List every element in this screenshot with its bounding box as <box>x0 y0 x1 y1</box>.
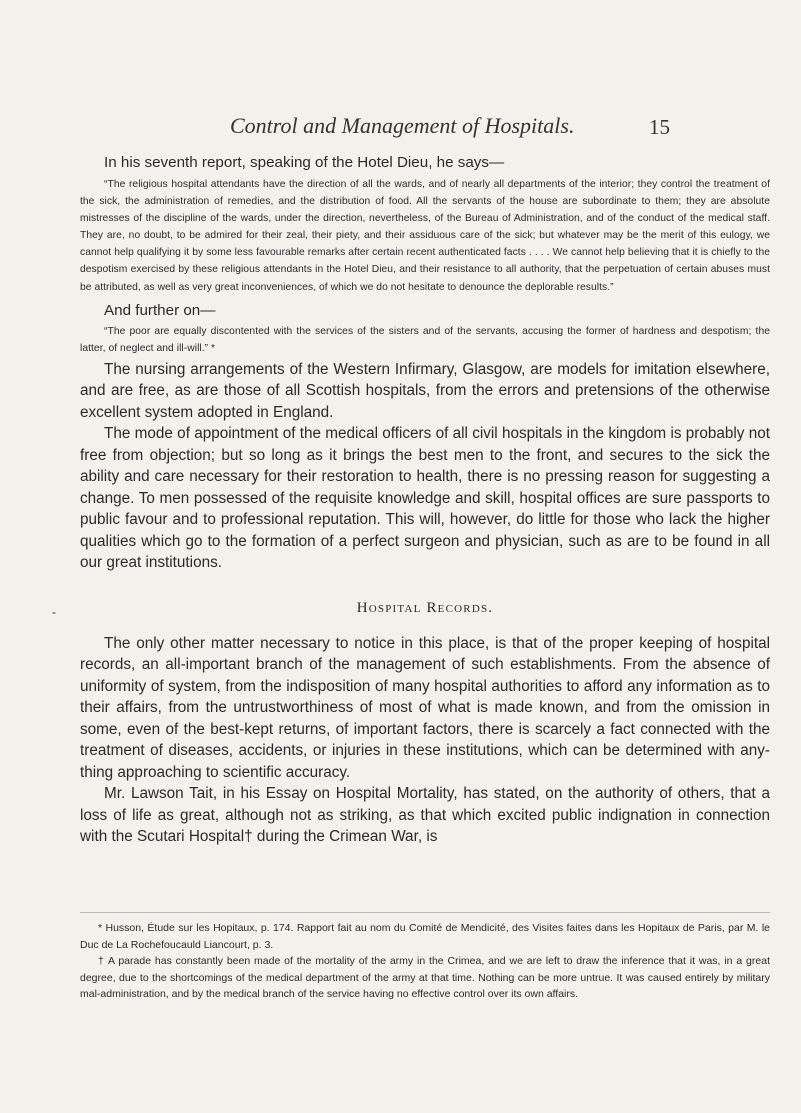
header-title: Control and Management of Hospitals. <box>230 113 575 138</box>
running-header <box>230 113 670 139</box>
section-heading: Hospital Records. <box>356 599 494 616</box>
body-paragraph-2: The mode of appointment of the medical officers of all civil hospitals in the kingdom is probably not free from objection; but so long as it brings the best men to the front, and secures to the sick the ability and care necessary for their restoration to health, there is no pressing reason for suggesting a change. To men possessed of the requisite knowledge and skill, hospital offices are sure passports to public favour and to professional reputation. This will, however, do little for those who lack the higher qualities which go to the formation of a perfect surgeon and physician, such as are to be found in all our great institutions. <box>80 425 770 572</box>
body-paragraph-3: The only other matter necessary to notice in this place, is that of the proper keeping of hospital records, an all-important branch of the management of such establishments. From the absence of uniformity of system, from the indisposition of many hospital authorities to afford any information as to their affairs, from the untrustworthiness of most of what is made known, and from the omission in some, even of the best-kept returns, of important factors, there is scarcely a fact connected with the treatment of diseases, accidents, or injuries in these institutions, which can be determined with any-thing approaching to scientific accuracy. <box>80 634 770 781</box>
footnote-2: † A parade has constantly been made of the mortality of the army in the Crimea, and we are left to draw the inference that it was, in a great degree, due to the shortcomings of the medical department of the army at that time. Nothing can be more untrue. It was caused entirely by military mal-administration, and by the medical branch of the service having no effective control over its own affairs. <box>80 955 770 1001</box>
footnotes <box>80 920 770 1003</box>
body-paragraph-1: The nursing arrangements of the Western Infirmary, Glasgow, are models for imitation elsewhere, and are free, as are those of all Scottish hospitals, from the errors and pretensions of the otherwise excellent system adopted in England. <box>80 360 770 421</box>
main-text <box>80 152 770 848</box>
body-paragraph-4: Mr. Lawson Tait, in his Essay on Hospital Mortality, has stated, on the authority of others, that a loss of life as great, although not as striking, as that which excited public indignation in connection with the Scutari Hospital† during the Crimean War, is <box>80 785 770 846</box>
footnote-rule <box>80 912 770 913</box>
page-number: 15 <box>649 115 670 139</box>
further-paragraph: And further on— <box>104 301 216 319</box>
margin-mark: - <box>52 605 56 619</box>
quote-paragraph-1: “The religious hospital attendants have the direction of all the wards, and of nearly all departments of the interior; they control the treatment of the sick, the administration of remedies, and the distribution of food. All the servants of the house are subordinate to them; they are absolute mistresses of the discipline of the wards, under the direction, nevertheless, of the Bureau of Administration, and of the conduct of the medical staff. They are, no doubt, to be admired for their zeal, their piety, and their assiduous care of the sick; but whatever may be the merit of this eulogy, we cannot help qualifying it by some less favourable remarks after certain recent authenticated facts . . . . We cannot help believing that it is chiefly to the despotism exercised by these religious attendants in the Hotel Dieu, and their resistance to all authority, that the perpetuation of certain abuses must be attributed, as well as very great inconveniences, of which we do not hesitate to denounce the deplorable results.” <box>80 179 770 293</box>
quote-paragraph-2: “The poor are equally discontented with the services of the sisters and of the servants, accusing the former of hardness and despotism; the latter, of neglect and ill-will.” * <box>80 325 770 354</box>
intro-paragraph: In his seventh report, speaking of the Hotel Dieu, he says— <box>104 154 505 171</box>
footnote-1: * Husson, Étude sur les Hopitaux, p. 174. Rapport fait au nom du Comité de Mendicité, des Visites faites dans les Hopitaux de Paris, par M. le Duc de La Rochefoucauld Liancourt, p. 3. <box>80 922 770 951</box>
